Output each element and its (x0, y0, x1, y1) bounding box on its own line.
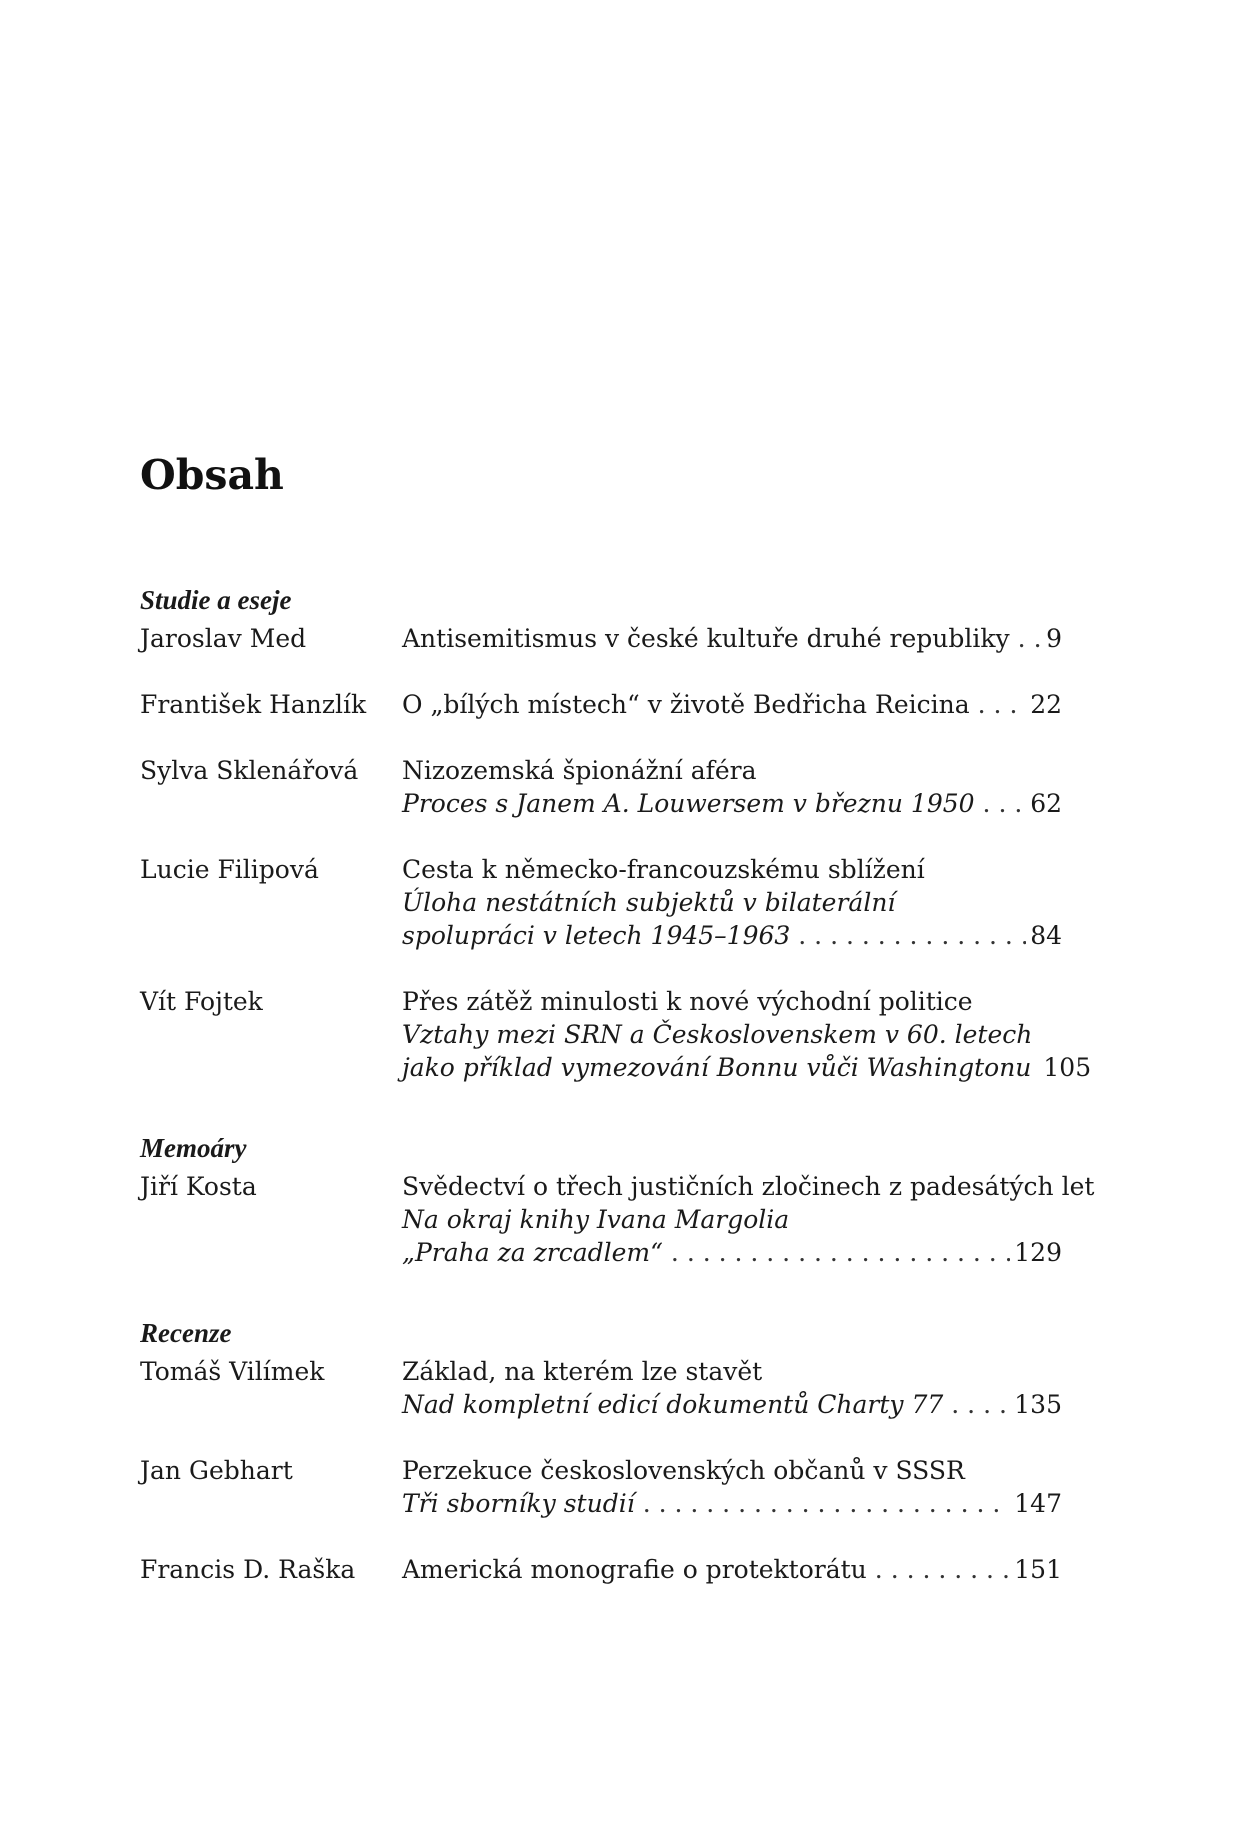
page-number: 9 (1046, 624, 1062, 653)
section-heading: Recenze (140, 1318, 232, 1348)
entry-line (402, 688, 1062, 721)
entry-lines (402, 853, 1062, 952)
entry-title: Americká monografie o protektorátu (402, 1555, 867, 1584)
page-number: 62 (1030, 789, 1062, 818)
entry-line (402, 1388, 1062, 1421)
entry-line (402, 1051, 1092, 1084)
dot-leader (983, 787, 1027, 820)
toc-entry (140, 985, 1092, 1084)
page-number: 151 (1014, 1555, 1062, 1584)
entry-author: Sylva Sklenářová (140, 756, 359, 785)
entry-lines (402, 985, 1092, 1084)
entry-line (402, 1454, 1062, 1487)
entry-author: Jiří Kosta (140, 1172, 257, 1201)
section-heading: Memoáry (140, 1133, 247, 1163)
page-number: 135 (1014, 1390, 1062, 1419)
toc-entry (140, 1355, 1062, 1421)
entry-subtitle: Nad kompletní edicí dokumentů Charty 77 (402, 1390, 944, 1419)
page-title: Obsah (140, 451, 284, 499)
entry-line (402, 853, 1062, 886)
entry-subtitle: spolupráci v letech 1945–1963 (402, 921, 791, 950)
entry-title: Svědectví o třech justičních zločinech z padesátých let (402, 1172, 1095, 1201)
entry-lines (402, 754, 1062, 820)
dot-leader (671, 1236, 1010, 1269)
entry-line (402, 1487, 1062, 1520)
entry-line (402, 1170, 1095, 1203)
toc-section (140, 578, 1092, 1084)
entry-lines (402, 1553, 1062, 1586)
entry-author: Tomáš Vilímek (140, 1357, 325, 1386)
entry-title: Základ, na kterém lze stavět (402, 1357, 763, 1386)
entry-author: Jaroslav Med (140, 624, 307, 653)
dot-leader (1018, 622, 1042, 655)
entry-lines (402, 688, 1062, 721)
entry-subtitle: jako příklad vymezování Bonnu vůči Washingtonu (402, 1053, 1032, 1082)
entry-author: František Hanzlík (140, 690, 367, 719)
entry-title: O „bílých místech“ v životě Bedřicha Reicina (402, 690, 970, 719)
entry-line (402, 754, 1062, 787)
section-heading: Studie a eseje (140, 585, 292, 615)
entry-subtitle: Tři sborníky studií (402, 1489, 635, 1518)
entry-lines (402, 1454, 1062, 1520)
toc-entry (140, 1170, 1095, 1269)
entry-subtitle: „Praha za zrcadlem“ (402, 1238, 663, 1267)
page-number: 84 (1030, 921, 1062, 950)
page-number: 22 (1030, 690, 1062, 719)
entry-line (402, 886, 1062, 919)
entry-line (402, 985, 1062, 1018)
toc-section (140, 1311, 1062, 1586)
entry-subtitle: Proces s Janem A. Louwersem v březnu 1950 (402, 789, 975, 818)
toc-entry (140, 688, 1062, 721)
toc-entry (140, 622, 1062, 655)
entry-line (402, 1355, 1062, 1388)
toc-entry (140, 1553, 1062, 1586)
dot-leader (798, 919, 1026, 952)
entry-title: Přes zátěž minulosti k nové východní politice (402, 987, 973, 1016)
entry-title: Antisemitismus v české kultuře druhé republiky (402, 624, 1010, 653)
page-number: 147 (1014, 1489, 1062, 1518)
entry-lines (402, 1355, 1062, 1421)
page-number: 105 (1043, 1053, 1092, 1082)
entry-subtitle: Na okraj knihy Ivana Margolia (402, 1205, 790, 1234)
entry-line (402, 787, 1062, 820)
toc-entry (140, 853, 1062, 952)
entry-line (402, 1203, 1062, 1236)
table-of-contents (140, 578, 1095, 1586)
toc-section (140, 1126, 1095, 1269)
entry-title: Perzekuce československých občanů v SSSR (402, 1456, 965, 1485)
page-number: 129 (1014, 1238, 1062, 1267)
entry-line (402, 622, 1062, 655)
entry-line (402, 919, 1062, 952)
entry-author: Vít Fojtek (140, 987, 263, 1016)
entry-author: Francis D. Raška (140, 1555, 356, 1584)
dot-leader (951, 1388, 1010, 1421)
dot-leader (643, 1487, 1011, 1520)
toc-entry (140, 754, 1062, 820)
entry-lines (402, 1170, 1095, 1269)
entry-author: Lucie Filipová (140, 855, 319, 884)
entry-title: Nizozemská špionážní aféra (402, 756, 757, 785)
entry-author: Jan Gebhart (140, 1456, 293, 1485)
entry-lines (402, 622, 1062, 655)
dot-leader (875, 1553, 1010, 1586)
toc-entry (140, 1454, 1062, 1520)
entry-title: Cesta k německo-francouzskému sblížení (402, 855, 925, 884)
entry-line (402, 1236, 1062, 1269)
entry-subtitle: Vztahy mezi SRN a Československem v 60. letech (402, 1020, 1033, 1049)
dot-leader (978, 688, 1027, 721)
entry-line (402, 1018, 1062, 1051)
entry-subtitle: Úloha nestátních subjektů v bilaterální (402, 888, 896, 917)
entry-line (402, 1553, 1062, 1586)
